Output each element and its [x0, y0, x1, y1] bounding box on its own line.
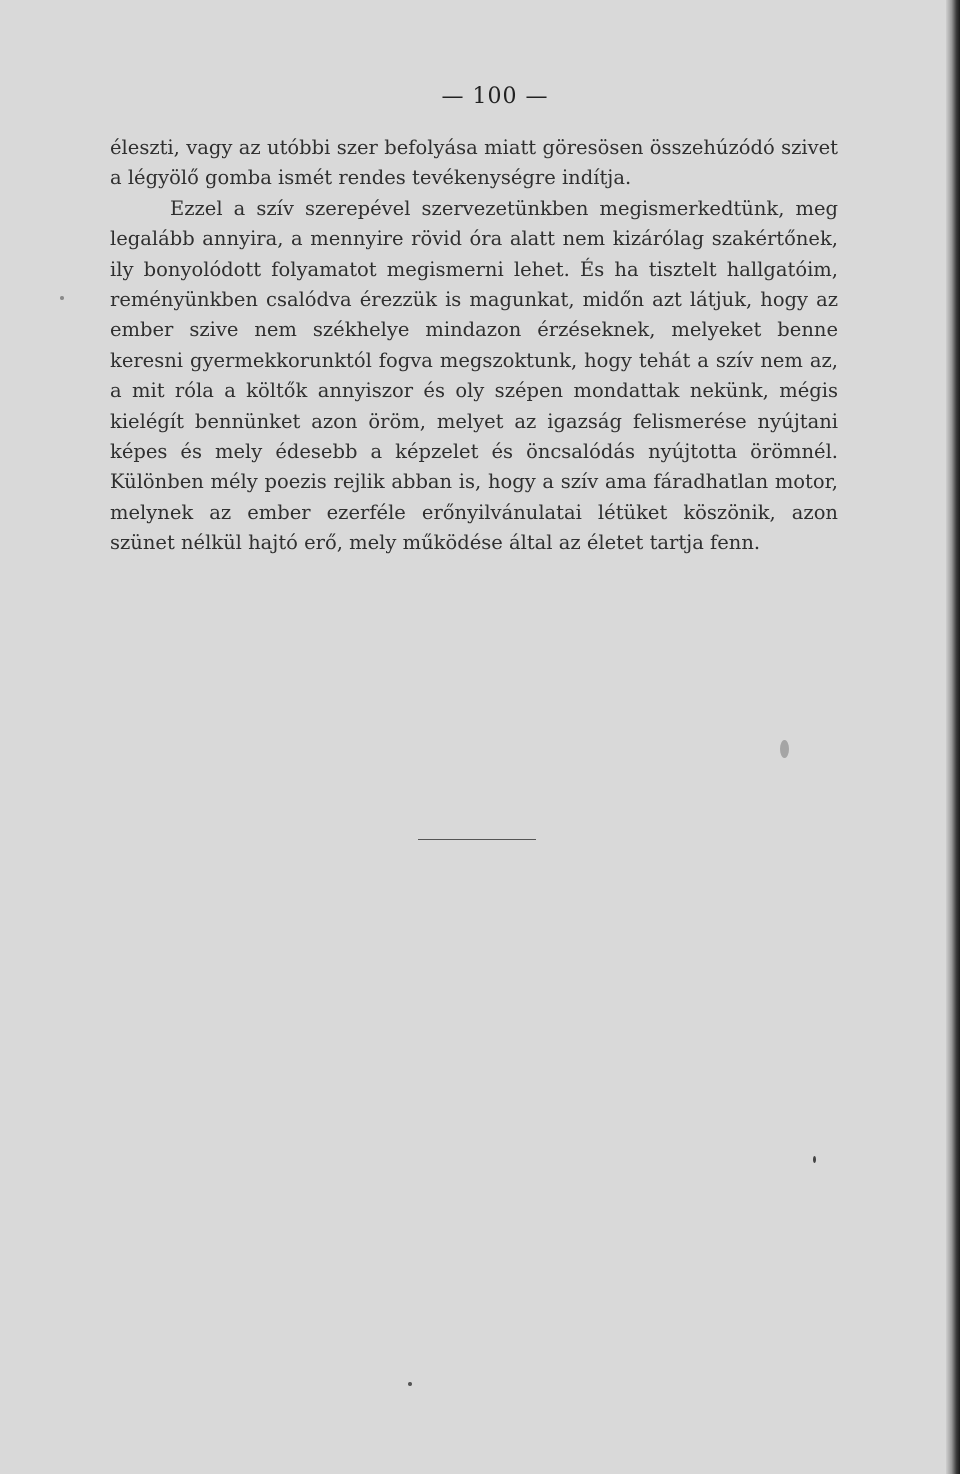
section-end-rule: [418, 839, 536, 840]
paper-speck: [780, 740, 789, 758]
paper-speck: [408, 1382, 412, 1386]
scan-page-edge: [946, 0, 960, 1474]
paragraph-continuation: éleszti, vagy az utóbbi szer befolyása miatt göresösen összehúzódó szivet a légyölő gomba ismét rendes tevékenységre indítja.: [110, 136, 838, 190]
body-text: [110, 133, 838, 559]
paper-speck: [60, 296, 64, 300]
paper-speck: [813, 1156, 816, 1163]
paragraph-main: Ezzel a szív szerepével szervezetünkben megismerkedtünk, meg legalább annyira, a mennyire rövid óra alatt nem kizárólag szakértőnek, ily bonyolódott folyamatot megismerni lehet. És ha tisztelt hallgatóim, reményünkben csalódva érezzük is magunkat, midőn azt látjuk, hogy az ember szive nem székhelye mindazon érzéseknek, melyeket benne keresni gyermekkorunktól fogva megszoktunk, hogy tehát a szív nem az, a mit róla a költők annyiszor és oly szépen mondattak nekünk, mégis kielégít bennünket azon öröm, melyet az igazság felismerése nyújtani képes és mely édesebb a képzelet és öncsalódás nyújtotta örömnél. Különben mély poezis rejlik abban is, hogy a szív ama fáradhatlan motor, melynek az ember ezerféle erőnyilvánulatai létüket köszönik, azon szünet nélkül hajtó erő, mely működése által az életet tartja fenn.: [110, 196, 838, 555]
page-number: — 100 —: [441, 84, 549, 109]
